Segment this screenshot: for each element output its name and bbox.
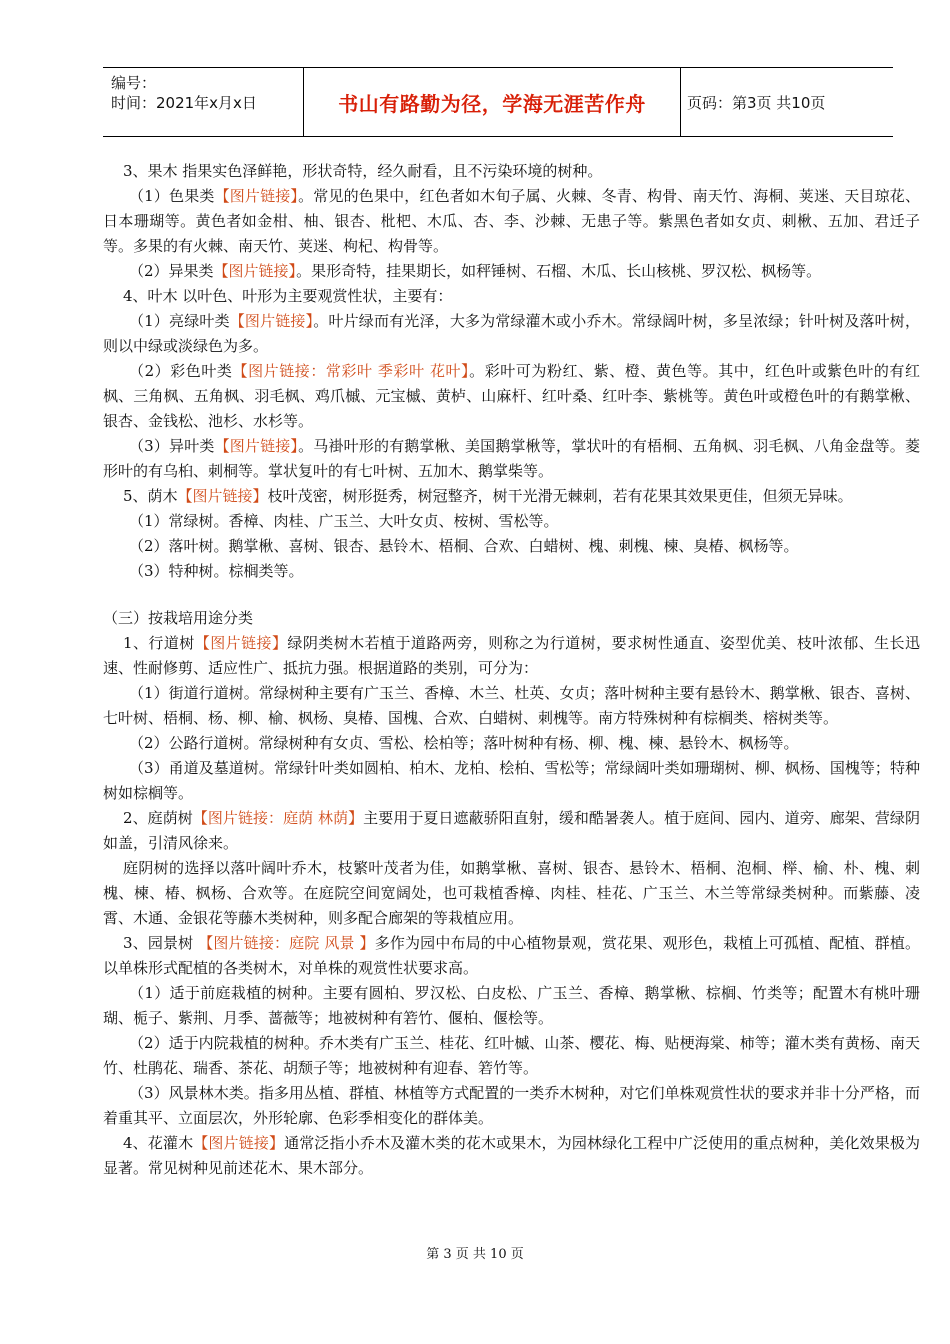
paragraph: （3）特种树。棕榈类等。 (129, 562, 304, 580)
paragraph: 4、叶木 以叶色、叶形为主要观赏性状，主要有： (123, 287, 453, 305)
paragraph: （2）落叶树。鹅掌楸、喜树、银杏、悬铃木、梧桐、合欢、白蜡树、槐、刺槐、楝、臭椿、枫杨等。 (129, 537, 799, 555)
image-link[interactable]: 【图片链接：庭荫 林荫】 (192, 809, 364, 827)
paragraph: 1、行道树【图片链接】绿阴类树木若植于道路两旁，则称之为行道树，要求树性通直、姿型优美、枝叶浓郁、生长迅速、性耐修剪、适应性广、抵抗力强。根据道路的类别，可分为： (103, 634, 920, 677)
header-meta (103, 68, 303, 136)
image-link[interactable]: 【图片链接】 (193, 1134, 285, 1152)
paragraph: （1）色果类【图片链接】。常见的色果中，红色者如木旬子属、火棘、冬青、构骨、南天竹、海桐、荚迷、天目琼花、日本珊瑚等。黄色者如金柑、柚、银杏、枇杷、木瓜、杏、李、沙棘、无患子等。紫黑色者如女贞、刺楸、五加、君迁子等。多果的有火棘、南天竹、荚迷、枸杞、构骨等。 (103, 187, 920, 255)
image-link[interactable]: 【图片链接】 (194, 634, 288, 652)
paragraph: （1）街道行道树。常绿树种主要有广玉兰、香樟、木兰、杜英、女贞；落叶树种主要有悬铃木、鹅掌楸、银杏、喜树、七叶树、梧桐、杨、柳、榆、枫杨、臭椿、国槐、合欢、白蜡树、刺槐等。南方特殊树种有棕榈类、榕树类等。 (103, 684, 920, 727)
image-link[interactable]: 【图片链接】 (213, 262, 297, 280)
image-link[interactable]: 【图片链接】 (177, 487, 268, 505)
paragraph: （2）公路行道树。常绿树种有女贞、雪松、桧柏等；落叶树种有杨、柳、槐、楝、悬铃木、枫杨等。 (129, 734, 799, 752)
spacer (103, 584, 920, 606)
paragraph: 4、花灌木【图片链接】通常泛指小乔木及灌木类的花木或果木，为园林绿化工程中广泛使用的重点树种，美化效果极为显著。常见树种见前述花木、果木部分。 (103, 1134, 920, 1177)
image-link[interactable]: 【图片链接】 (214, 187, 299, 205)
header-motto: 书山有路勤为径，学海无涯苦作舟 (303, 68, 681, 136)
paragraph: （3）异叶类【图片链接】。马褂叶形的有鹅掌楸、美国鹅掌楸等，掌状叶的有梧桐、五角枫、羽毛枫、八角金盘等。菱形叶的有乌桕、刺桐等。掌状复叶的有七叶树、五加木、鹅掌柴等。 (103, 437, 920, 480)
paragraph: 2、庭荫树【图片链接：庭荫 林荫】主要用于夏日遮蔽骄阳直射，缓和酷暑袭人。植于庭间、园内、道旁、廊架、营绿阴如盖，引清风徐来。 (103, 809, 920, 852)
paragraph: （1）常绿树。香樟、肉桂、广玉兰、大叶女贞、桉树、雪松等。 (129, 512, 559, 530)
paragraph: （1）适于前庭栽植的树种。主要有圆柏、罗汉松、白皮松、广玉兰、香樟、鹅掌楸、棕榈、竹类等；配置木有桃叶珊瑚、栀子、紫荆、月季、蔷薇等；地被树种有箬竹、偃柏、偃桧等。 (103, 984, 920, 1027)
image-link[interactable]: 【图片链接：常彩叶 季彩叶 花叶】 (232, 362, 470, 380)
image-link[interactable]: 【图片链接】 (229, 312, 314, 330)
paragraph: （3）甬道及墓道树。常绿针叶类如圆柏、柏木、龙柏、桧柏、雪松等；常绿阔叶类如珊瑚树、柳、枫杨、国槐等；特种树如棕榈等。 (103, 759, 920, 802)
paragraph: （2）彩色叶类【图片链接：常彩叶 季彩叶 花叶】。彩叶可为粉红、紫、橙、黄色等。其中，红色叶或紫色叶的有红枫、三角枫、五角枫、羽毛枫、鸡爪槭、元宝槭、黄栌、山麻杆、红叶桑、红叶李、紫桃等。黄色叶或橙色叶的有鹅掌楸、银杏、金钱松、池杉、水杉等。 (103, 362, 921, 430)
header-page-label: 页码：第3页 共10页 (687, 93, 826, 112)
paragraph: 5、荫木【图片链接】枝叶茂密，树形挺秀，树冠整齐，树干光滑无棘刺，若有花果其效果更佳，但须无异味。 (123, 487, 853, 505)
paragraph: （3）风景林木类。指多用丛植、群植、林植等方式配置的一类乔木树种，对它们单株观赏性状的要求并非十分严格，而着重其平、立面层次，外形轮廓、色彩季相变化的群体美。 (103, 1084, 920, 1127)
image-link[interactable]: 【图片链接：庭院 风景 】 (198, 934, 375, 952)
paragraph: （2）适于内院栽植的树种。乔木类有广玉兰、桂花、红叶槭、山茶、樱花、梅、贴梗海棠、柿等；灌木类有黄杨、南天竹、杜鹃花、瑞香、茶花、胡颓子等；地被树种有迎春、箬竹等。 (103, 1034, 920, 1077)
section-heading: （三）按栽培用途分类 (103, 609, 254, 627)
image-link[interactable]: 【图片链接】 (214, 437, 299, 455)
number-label: 编号： (111, 74, 157, 92)
document-body (103, 159, 920, 1181)
paragraph: 3、园景树 【图片链接：庭院 风景 】多作为园中布局的中心植物景观，赏花果、观形色，栽植上可孤植、配植、群植。以单株形式配植的各类树木，对单株的观赏性状要求高。 (103, 934, 920, 977)
time-label: 时间：2021年x月x日 (111, 94, 257, 112)
page-header (103, 67, 893, 137)
page-footer: 第 3 页 共 10 页 (426, 1247, 524, 1262)
paragraph: （2）异果类【图片链接】。果形奇特，挂果期长，如秤锤树、石榴、木瓜、长山核桃、罗汉松、枫杨等。 (129, 262, 822, 280)
paragraph: 3、果木 指果实色泽鲜艳，形状奇特，经久耐看，且不污染环境的树种。 (123, 162, 603, 180)
paragraph: 庭阴树的选择以落叶阔叶乔木，枝繁叶茂者为佳，如鹅掌楸、喜树、银杏、悬铃木、梧桐、泡桐、榉、榆、朴、槐、刺槐、楝、椿、枫杨、合欢等。在庭院空间宽阔处，也可栽植香樟、肉桂、桂花、广玉兰、木兰等常绿类树种。而紫藤、凌霄、木通、金银花等藤木类树种，则多配合廊架的等栽植应用。 (103, 859, 920, 927)
paragraph: （1）亮绿叶类【图片链接】。叶片绿而有光泽，大多为常绿灌木或小乔木。常绿阔叶树，多呈浓绿；针叶树及落叶树，则以中绿或淡绿色为多。 (103, 312, 920, 355)
